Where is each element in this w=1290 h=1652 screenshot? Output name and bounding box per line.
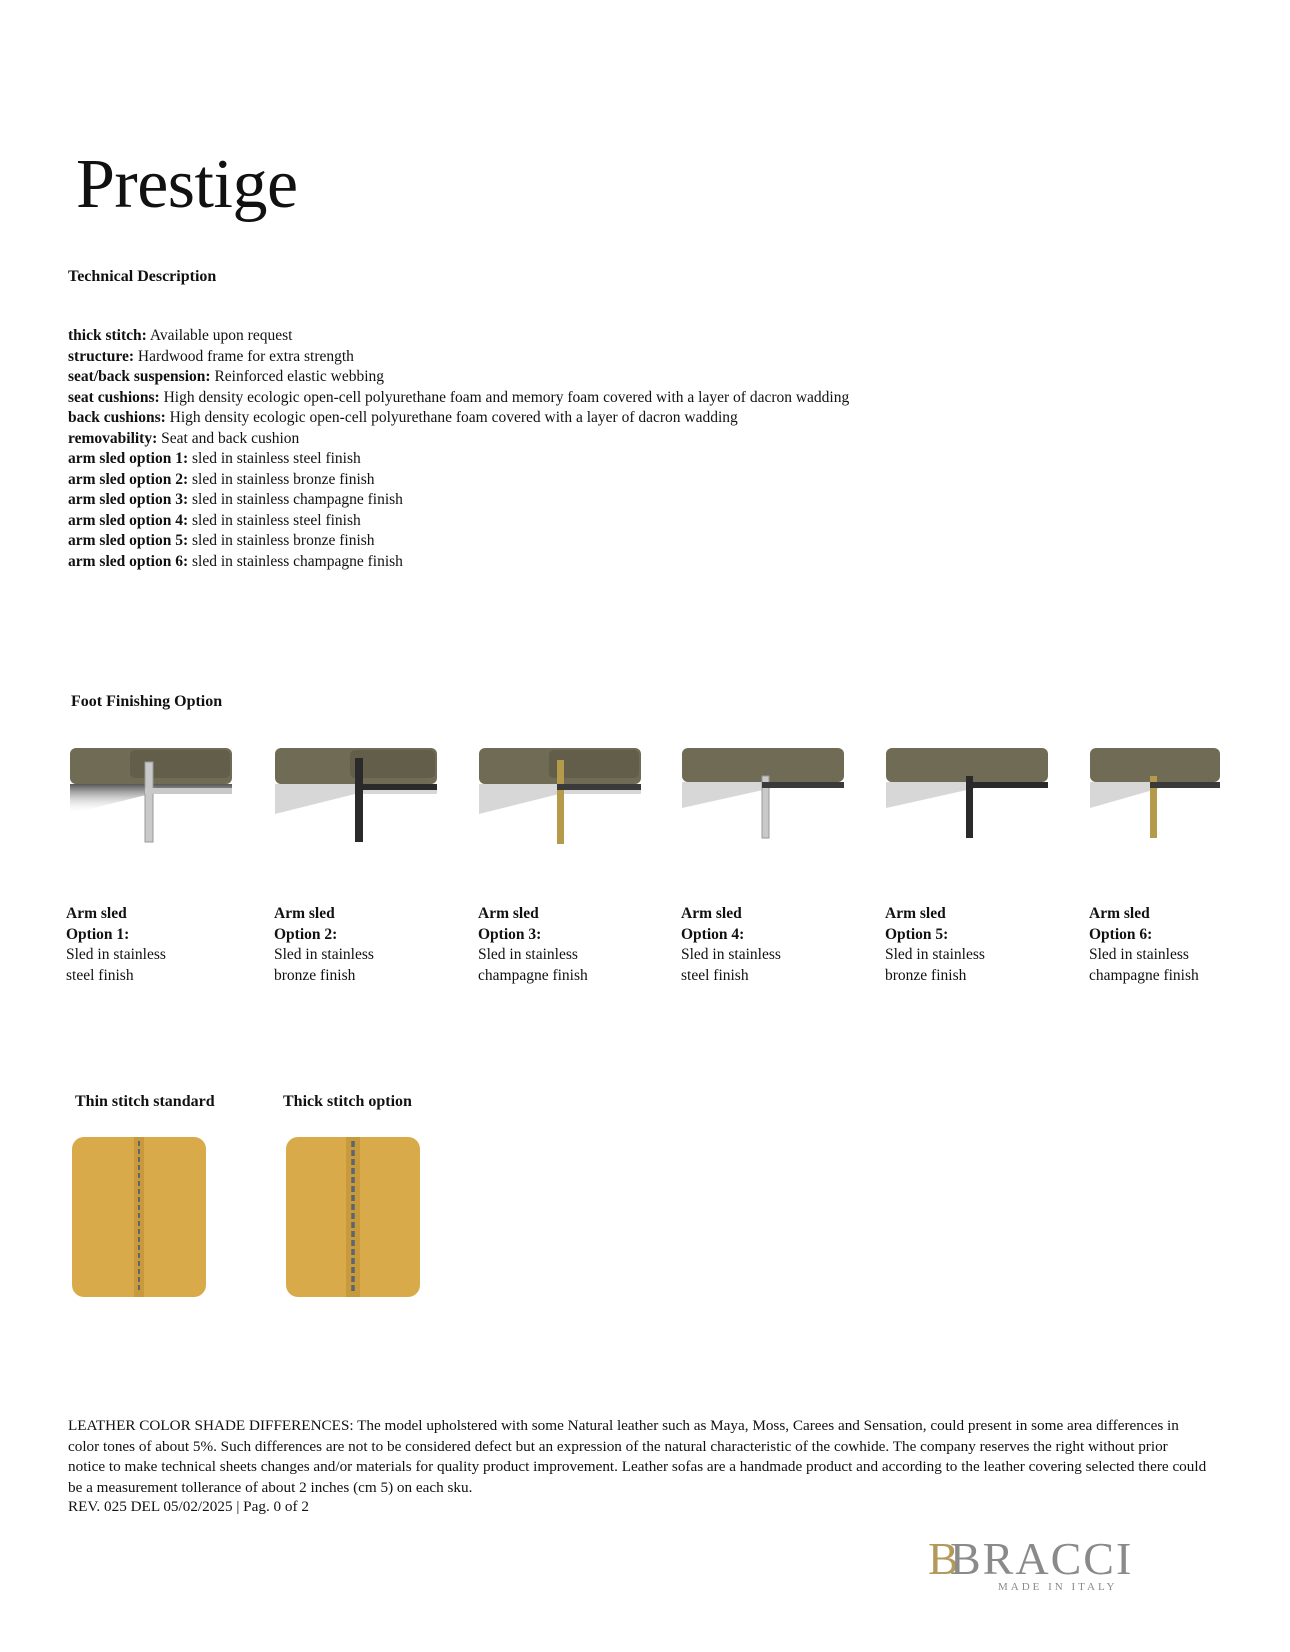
spec-label: seat cushions:: [68, 388, 160, 406]
spec-item: [68, 367, 849, 388]
spec-value: High density ecologic open-cell polyurethane foam covered with a layer of dacron wadding: [169, 409, 738, 426]
spec-value: Available upon request: [149, 327, 293, 344]
option-number: Option 1:: [66, 925, 130, 943]
spec-item: [68, 531, 849, 552]
spec-label: arm sled option 5:: [68, 532, 189, 549]
option-description: Sled in stainless: [885, 946, 985, 963]
spec-item: [68, 388, 849, 409]
spec-label: thick stitch:: [68, 327, 147, 344]
spec-item: [68, 429, 849, 450]
spec-label: arm sled option 2:: [68, 470, 189, 488]
spec-item: [68, 470, 849, 491]
foot-option-2-text: [274, 904, 464, 986]
svg-text:B: B: [928, 1533, 959, 1584]
option-description: Sled in stainless: [478, 946, 578, 963]
option-finish: bronze finish: [885, 966, 967, 984]
foot-option-6-text: [1089, 904, 1279, 986]
foot-option-1-image: [70, 748, 232, 848]
foot-option-5-text: [885, 904, 1075, 986]
option-number: Option 5:: [885, 925, 949, 943]
spec-item: [68, 347, 849, 368]
option-description: Sled in stainless: [681, 946, 781, 963]
option-heading: Arm sled: [1089, 905, 1150, 922]
option-description: Sled in stainless: [1089, 946, 1189, 963]
foot-option-4-text: [681, 904, 871, 986]
spec-item: [68, 326, 849, 347]
option-finish: champagne finish: [478, 966, 588, 984]
spec-item: [68, 490, 849, 511]
option-heading: Arm sled: [681, 905, 742, 922]
spec-value: sled in stainless bronze finish: [192, 470, 375, 488]
spec-item: [68, 511, 849, 532]
spec-value: High density ecologic open-cell polyurethane foam and memory foam covered with a layer of dacron wadding: [163, 388, 850, 406]
foot-option-2-image: [275, 748, 437, 848]
spec-label: back cushions:: [68, 409, 166, 426]
foot-option-3-image: [479, 748, 641, 848]
foot-option-5-image: [886, 748, 1048, 848]
foot-option-images: [70, 748, 1230, 848]
svg-text:MADE IN ITALY: MADE IN ITALY: [998, 1581, 1118, 1592]
bbracci-logo: [928, 1532, 1190, 1592]
thick-stitch-swatch: [286, 1137, 420, 1297]
option-description: Sled in stainless: [66, 946, 166, 963]
spec-item: [68, 408, 849, 429]
leather-disclaimer: LEATHER COLOR SHADE DIFFERENCES: The model upholstered with some Natural leather such as Maya, Moss, Carees and Sensation, could present in some area differences in color tones of about 5%. Such differences are not to be considered defect but an expression of the natural characteristic of the cowhide. The company reserves the right without prior notice to make technical sheets changes and/or materials for quality product improvement. Leather sofas are a handmade product and according to the leather covering selected there could be a measurement tollerance of about 2 inches (cm 5) on each sku.: [68, 1417, 1207, 1496]
spec-label: arm sled option 3:: [68, 491, 189, 508]
thin-stitch-swatch: [72, 1137, 206, 1297]
spec-value: Reinforced elastic webbing: [214, 368, 385, 385]
spec-label: seat/back suspension:: [68, 368, 211, 385]
svg-text:BRACCI: BRACCI: [950, 1533, 1134, 1584]
option-finish: bronze finish: [274, 966, 356, 984]
option-description: Sled in stainless: [274, 946, 374, 963]
option-heading: Arm sled: [478, 905, 539, 922]
revision-info: REV. 025 DEL 05/02/2025 | Pag. 0 of 2: [68, 1498, 309, 1515]
foot-option-3-text: [478, 904, 668, 986]
spec-label: arm sled option 6:: [68, 552, 189, 570]
option-heading: Arm sled: [885, 905, 946, 922]
option-finish: steel finish: [681, 966, 749, 984]
spec-label: structure:: [68, 347, 134, 365]
spec-item: [68, 552, 849, 573]
option-heading: Arm sled: [66, 905, 127, 922]
foot-option-1-text: [66, 904, 256, 986]
spec-value: Seat and back cushion: [161, 429, 300, 447]
option-number: Option 4:: [681, 925, 745, 943]
option-heading: Arm sled: [274, 905, 335, 922]
option-finish: steel finish: [66, 966, 134, 984]
page-title: Prestige: [76, 146, 298, 223]
foot-option-4-image: [682, 748, 844, 848]
technical-description-heading: Technical Description: [68, 268, 217, 285]
spec-value: sled in stainless bronze finish: [192, 532, 375, 549]
spec-item: [68, 449, 849, 470]
option-number: Option 2:: [274, 925, 338, 943]
spec-value: sled in stainless champagne finish: [192, 491, 403, 508]
thin-stitch-label: Thin stitch standard: [75, 1093, 215, 1110]
spec-value: sled in stainless champagne finish: [192, 552, 403, 570]
option-number: Option 3:: [478, 925, 542, 943]
spec-label: removability:: [68, 429, 158, 447]
spec-list: [68, 326, 849, 572]
thick-stitch-label: Thick stitch option: [283, 1093, 412, 1110]
spec-label: arm sled option 4:: [68, 511, 189, 529]
spec-value: sled in stainless steel finish: [192, 511, 361, 529]
spec-label: arm sled option 1:: [68, 450, 189, 467]
option-number: Option 6:: [1089, 925, 1153, 943]
spec-value: sled in stainless steel finish: [192, 450, 361, 467]
foot-finishing-heading: Foot Finishing Option: [71, 693, 223, 710]
option-finish: champagne finish: [1089, 966, 1199, 984]
spec-value: Hardwood frame for extra strength: [137, 347, 354, 365]
foot-option-6-image: [1090, 748, 1220, 848]
